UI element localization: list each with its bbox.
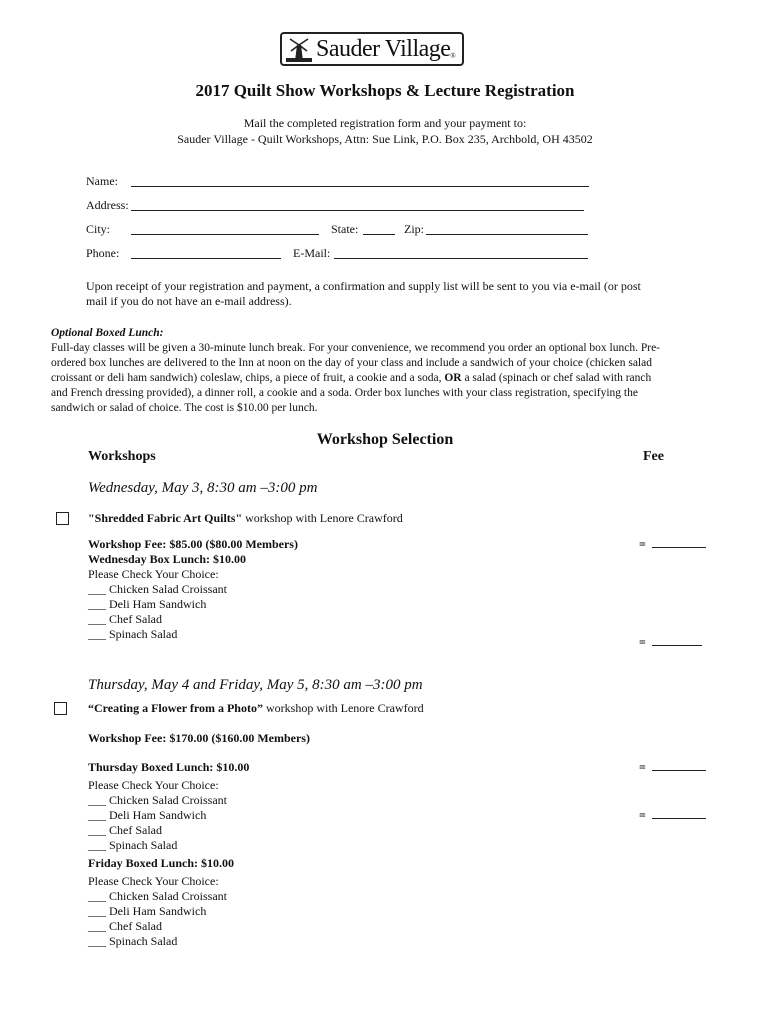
equals-sign: = <box>639 537 646 551</box>
thursday-fee-input[interactable] <box>652 760 706 771</box>
friday-option-3[interactable]: ___ Chef Salad <box>88 919 162 933</box>
mail-instructions-line1: Mail the completed registration form and your payment to: <box>243 116 527 130</box>
thursday-option-2[interactable]: ___ Deli Ham Sandwich <box>88 808 207 822</box>
logo-text: Sauder Village <box>316 35 451 62</box>
equals-sign: = <box>639 760 646 774</box>
fee-column-header: Fee <box>643 449 664 464</box>
wednesday-workshop-title: "Shredded Fabric Art Quilts" <box>88 511 243 525</box>
wednesday-fee-input[interactable] <box>652 537 706 548</box>
wednesday-choice-label: Please Check Your Choice: <box>88 567 219 581</box>
thursday-workshop-title: “Creating a Flower from a Photo” <box>88 701 263 715</box>
thursday-workshop-fee: Workshop Fee: $170.00 ($160.00 Members) <box>88 731 310 745</box>
wednesday-workshop-checkbox[interactable] <box>56 512 69 525</box>
wednesday-option-2[interactable]: ___ Deli Ham Sandwich <box>88 597 207 611</box>
thursday-lunch-input[interactable] <box>652 808 706 819</box>
wednesday-workshop-fee: Workshop Fee: $85.00 ($80.00 Members) <box>88 537 298 551</box>
workshop-selection-heading: Workshop Selection <box>316 431 454 448</box>
name-field[interactable] <box>131 174 589 187</box>
lunch-text-line3 <box>51 371 651 386</box>
thursday-choice-label: Please Check Your Choice: <box>88 778 219 792</box>
windmill-icon <box>286 36 312 62</box>
city-field[interactable] <box>131 222 319 235</box>
wednesday-lunch-input[interactable] <box>652 635 702 646</box>
email-field[interactable] <box>334 246 588 259</box>
friday-option-4[interactable]: ___ Spinach Salad <box>88 934 178 948</box>
wednesday-option-3[interactable]: ___ Chef Salad <box>88 612 162 626</box>
lunch-text-line2: ordered box lunches are delivered to the Inn at noon on the day of your class and include a sandwich of your choice (chicken salad <box>51 357 652 369</box>
wednesday-option-4[interactable]: ___ Spinach Salad <box>88 627 178 641</box>
thursday-lunch-total <box>639 808 706 823</box>
thursday-box-lunch: Thursday Boxed Lunch: $10.00 <box>88 760 250 774</box>
workshops-column-header: Workshops <box>88 449 156 464</box>
mail-address: Sauder Village - Quilt Workshops, Attn: Sue Link, P.O. Box 235, Archbold, OH 43502 <box>177 132 593 146</box>
zip-field[interactable] <box>426 222 588 235</box>
state-field[interactable] <box>363 222 395 235</box>
page-title: 2017 Quilt Show Workshops & Lecture Registration <box>195 81 575 100</box>
registered-mark: ® <box>450 52 456 60</box>
lunch-text-line5: sandwich or salad of choice. The cost is $10.00 per lunch. <box>51 402 318 414</box>
wednesday-workshop-instructor: workshop with Lenore Crawford <box>242 511 403 525</box>
wednesday-box-lunch: Wednesday Box Lunch: $10.00 <box>88 552 247 566</box>
friday-box-lunch: Friday Boxed Lunch: $10.00 <box>88 856 235 870</box>
thursday-option-4[interactable]: ___ Spinach Salad <box>88 838 178 852</box>
zip-label: Zip: <box>404 222 424 236</box>
friday-choice-label: Please Check Your Choice: <box>88 874 219 888</box>
state-label: State: <box>331 222 359 236</box>
city-label: City: <box>86 222 111 236</box>
wednesday-fee-total <box>639 537 706 552</box>
lunch-or: OR <box>444 372 462 384</box>
phone-field[interactable] <box>131 246 281 259</box>
name-label: Name: <box>86 174 118 188</box>
equals-sign: = <box>639 635 646 649</box>
address-field[interactable] <box>131 198 584 211</box>
wednesday-option-1[interactable]: ___ Chicken Salad Croissant <box>88 582 227 596</box>
sauder-village-logo <box>280 32 464 66</box>
email-label: E-Mail: <box>293 246 331 260</box>
thursday-option-3[interactable]: ___ Chef Salad <box>88 823 162 837</box>
thursday-workshop-checkbox[interactable] <box>54 702 67 715</box>
thursday-fee-total <box>639 760 706 775</box>
thursday-workshop-instructor: workshop with Lenore Crawford <box>262 701 424 715</box>
address-label: Address: <box>86 198 129 212</box>
lunch-text-line4: and French dressing provided), a dinner roll, a cookie and a soda. Order box lunches with your class registration, specifying the <box>51 387 638 399</box>
wednesday-lunch-total <box>639 635 702 650</box>
lunch-text-line1: Full-day classes will be given a 30-minute lunch break. For your convenience, we recommend you order an optional box lunch. Pre- <box>51 342 661 354</box>
phone-label: Phone: <box>86 246 120 260</box>
thursday-date: Thursday, May 4 and Friday, May 5, 8:30 am –3:00 pm <box>88 677 423 693</box>
thursday-option-1[interactable]: ___ Chicken Salad Croissant <box>88 793 227 807</box>
equals-sign: = <box>639 808 646 822</box>
lunch-text-line3-end: a salad (spinach or chef salad with ranch <box>464 372 652 384</box>
wednesday-workshop <box>88 511 403 526</box>
lunch-heading: Optional Boxed Lunch: <box>51 327 164 339</box>
confirmation-line1: Upon receipt of your registration and payment, a confirmation and supply list will be sent to you via e-mail (or post <box>86 279 641 293</box>
confirmation-line2: mail if you do not have an e-mail address). <box>86 294 292 308</box>
friday-option-1[interactable]: ___ Chicken Salad Croissant <box>88 889 227 903</box>
wednesday-date: Wednesday, May 3, 8:30 am –3:00 pm <box>88 480 318 496</box>
lunch-text-line3-start: croissant or deli ham sandwich) coleslaw, chips, a piece of fruit, a cookie and a soda, <box>51 372 442 384</box>
thursday-workshop <box>88 701 424 716</box>
friday-option-2[interactable]: ___ Deli Ham Sandwich <box>88 904 207 918</box>
